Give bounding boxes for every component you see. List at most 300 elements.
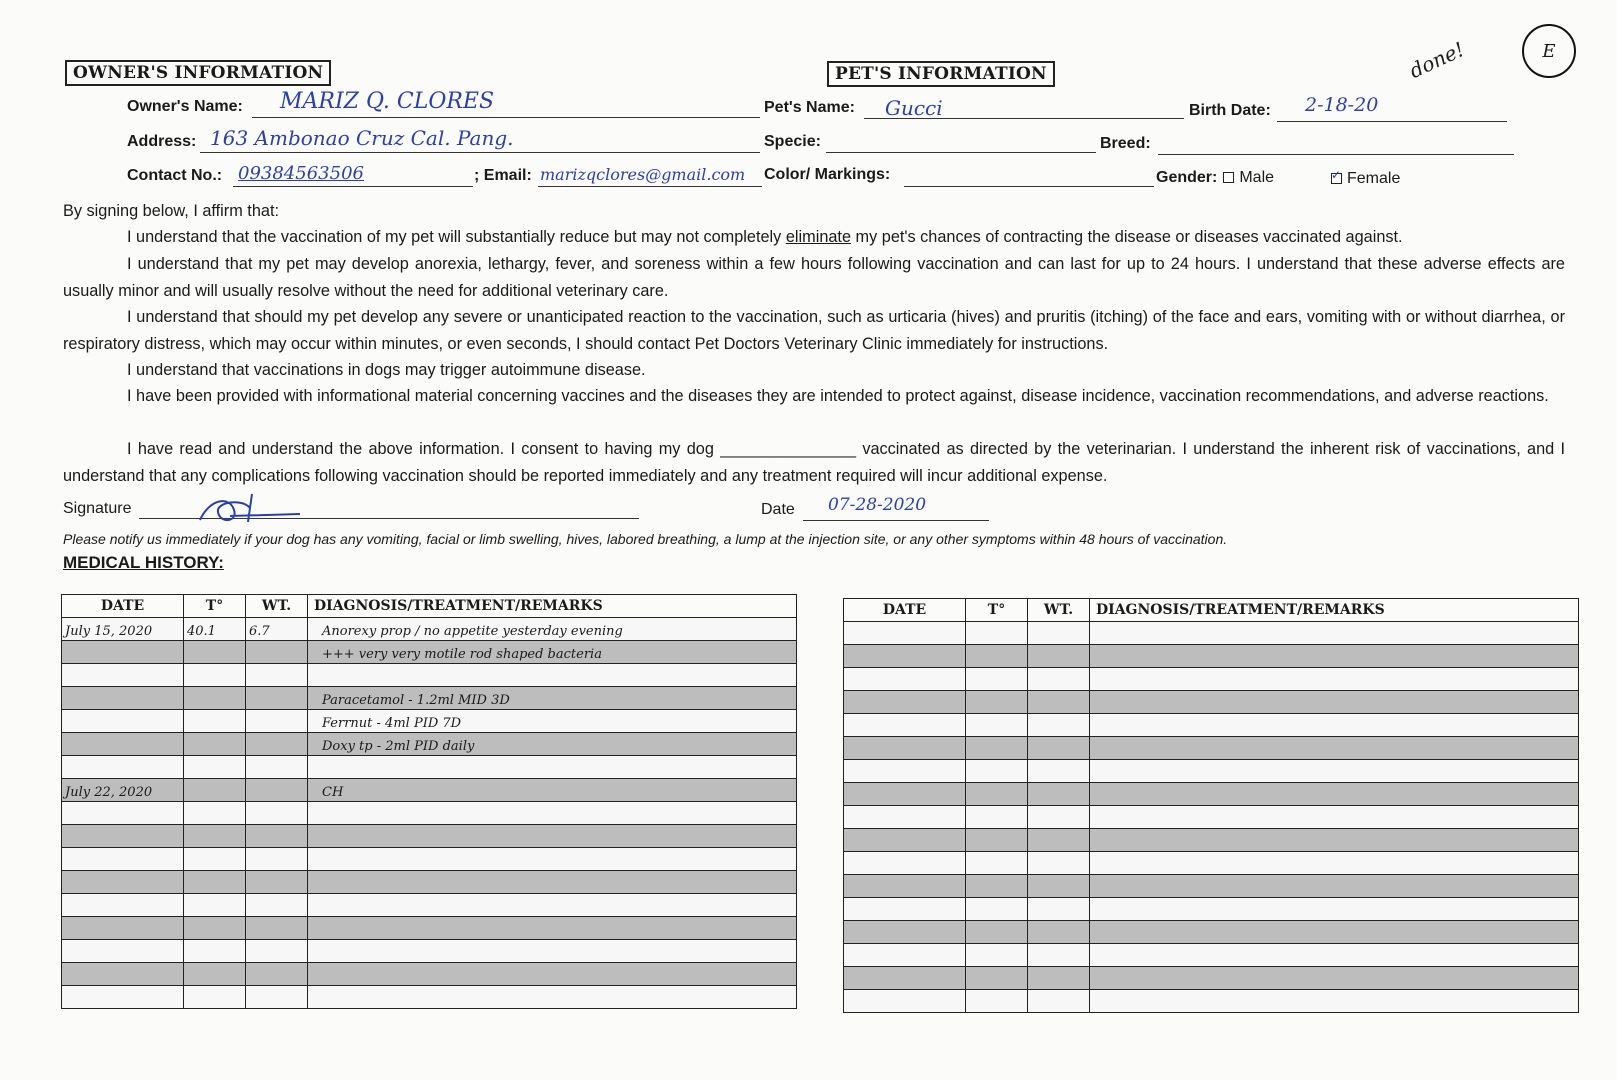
cell-remarks-text [308, 831, 322, 846]
address-value[interactable]: 163 Ambonao Cruz Cal. Pang. [210, 126, 514, 150]
cell-temp-text: 40.1 [187, 623, 216, 639]
cell-date[interactable] [844, 898, 966, 921]
table-header-row [844, 599, 1579, 622]
cell-temp-text [184, 785, 187, 800]
table-row [62, 825, 797, 848]
signature-scribble [190, 492, 310, 528]
cell-date-text [62, 923, 65, 938]
cell-remarks-text [308, 900, 322, 915]
cell-weight[interactable] [246, 802, 308, 825]
owner-section-title: OWNER'S INFORMATION [65, 60, 331, 86]
col-temp: T° [966, 599, 1028, 622]
cell-date[interactable] [62, 986, 184, 1009]
cell-temp[interactable] [184, 618, 246, 641]
color-markings-line [904, 186, 1154, 187]
col-date: DATE [62, 595, 184, 618]
table-row [844, 967, 1579, 990]
cell-date[interactable] [62, 940, 184, 963]
cell-date[interactable] [62, 733, 184, 756]
cell-temp-text [184, 693, 187, 708]
cell-date[interactable] [844, 760, 966, 783]
cell-weight-text [246, 946, 249, 961]
cell-temp-text [184, 647, 187, 662]
table-row [62, 664, 797, 687]
cell-temp[interactable] [184, 940, 246, 963]
cell-temp-text [184, 946, 187, 961]
cell-temp[interactable] [184, 894, 246, 917]
cell-weight[interactable] [246, 986, 308, 1009]
cell-date[interactable] [62, 802, 184, 825]
table-row [844, 691, 1579, 714]
cell-remarks[interactable] [1090, 875, 1579, 898]
cell-temp-text [184, 923, 187, 938]
cell-date-text [62, 877, 65, 892]
cell-date-text [62, 693, 65, 708]
table-row [844, 990, 1579, 1013]
table-row [62, 917, 797, 940]
cell-date[interactable] [844, 783, 966, 806]
cell-date-text [62, 762, 65, 777]
table-row [62, 733, 797, 756]
table-row [844, 714, 1579, 737]
consent-p6 [63, 436, 1565, 489]
cell-remarks[interactable] [1090, 829, 1579, 852]
cell-remarks[interactable] [1090, 990, 1579, 1013]
cell-temp-text [184, 900, 187, 915]
cell-remarks[interactable] [1090, 622, 1579, 645]
cell-date[interactable] [844, 737, 966, 760]
color-markings-label: Color/ Markings: [764, 166, 891, 183]
cell-temp[interactable] [184, 871, 246, 894]
cell-temp-text [184, 808, 187, 823]
gender-label-text: Gender: [1156, 169, 1218, 186]
table-header-row [62, 595, 797, 618]
table-row [844, 645, 1579, 668]
cell-weight[interactable] [246, 664, 308, 687]
cell-weight-text [246, 785, 249, 800]
cell-date[interactable] [844, 691, 966, 714]
cell-temp[interactable] [966, 737, 1028, 760]
birth-date-line [1277, 121, 1507, 122]
table-row [844, 622, 1579, 645]
cell-remarks[interactable] [308, 802, 797, 825]
cell-date[interactable] [844, 875, 966, 898]
cell-weight[interactable] [1028, 737, 1090, 760]
table-row [62, 618, 797, 641]
signature-label: Signature [63, 500, 132, 517]
table-row [62, 871, 797, 894]
date-value[interactable]: 07-28-2020 [828, 495, 927, 515]
cell-weight[interactable] [246, 825, 308, 848]
cell-date[interactable] [62, 963, 184, 986]
cell-date-text [62, 670, 65, 685]
cell-weight[interactable] [246, 871, 308, 894]
cell-remarks-text [308, 946, 322, 961]
cell-remarks[interactable] [1090, 967, 1579, 990]
cell-weight[interactable] [1028, 921, 1090, 944]
cell-temp-text [184, 854, 187, 869]
cell-date[interactable] [844, 967, 966, 990]
cell-temp-text [184, 670, 187, 685]
cell-weight[interactable] [246, 963, 308, 986]
cell-remarks[interactable] [1090, 737, 1579, 760]
cell-remarks[interactable] [308, 687, 797, 710]
table-row [844, 898, 1579, 921]
cell-temp[interactable] [966, 691, 1028, 714]
cell-temp-text [184, 992, 187, 1007]
cell-date[interactable] [62, 825, 184, 848]
cell-remarks-text [308, 808, 322, 823]
cell-temp-text [184, 969, 187, 984]
birth-date-label: Birth Date: [1189, 102, 1271, 119]
consent-p5: I have been provided with informational material concerning vaccines and the diseases they are intended to protect against, disease incidence, vaccination recommendations, and adverse reactions. [127, 387, 1549, 405]
cell-remarks-text [308, 923, 322, 938]
cell-weight[interactable] [1028, 668, 1090, 691]
consent-p1-before: I understand that the vaccination of my pet will substantially reduce but may not completely [127, 228, 786, 246]
cell-remarks-text [308, 877, 322, 892]
cell-temp[interactable] [184, 963, 246, 986]
cell-date[interactable] [62, 618, 184, 641]
cell-remarks[interactable] [1090, 760, 1579, 783]
cell-weight[interactable] [246, 733, 308, 756]
cell-weight[interactable] [1028, 760, 1090, 783]
cell-remarks-text: Doxy tp - 2ml PID daily [322, 738, 475, 754]
address-label: Address: [127, 133, 197, 150]
cell-temp[interactable] [184, 687, 246, 710]
table-row [62, 894, 797, 917]
cell-temp[interactable] [184, 848, 246, 871]
cell-temp[interactable] [184, 710, 246, 733]
table-row [62, 802, 797, 825]
cell-weight-text [246, 969, 249, 984]
cell-date[interactable] [62, 848, 184, 871]
cell-weight[interactable] [246, 940, 308, 963]
cell-remarks-text: CH [322, 784, 344, 800]
cell-remarks-text [308, 670, 322, 685]
cell-remarks[interactable] [1090, 898, 1579, 921]
table-row [62, 848, 797, 871]
table-row [844, 783, 1579, 806]
cell-date[interactable] [844, 944, 966, 967]
cell-remarks[interactable] [308, 664, 797, 687]
cell-temp-text [184, 739, 187, 754]
cell-temp[interactable] [184, 756, 246, 779]
cell-weight-text: 6.7 [249, 623, 270, 639]
medical-history-table-left [61, 594, 797, 1009]
cell-date[interactable] [844, 622, 966, 645]
cell-temp[interactable] [184, 733, 246, 756]
table-row [62, 986, 797, 1009]
owner-name-label: Owner's Name: [127, 98, 243, 115]
cell-weight[interactable] [1028, 829, 1090, 852]
cell-weight[interactable] [1028, 990, 1090, 1013]
cell-weight[interactable] [1028, 852, 1090, 875]
cell-temp[interactable] [966, 967, 1028, 990]
cell-weight[interactable] [1028, 967, 1090, 990]
cell-remarks-text: +++ very very motile rod shaped bacteria [322, 646, 602, 662]
table-row [844, 668, 1579, 691]
cell-weight[interactable] [246, 848, 308, 871]
cell-remarks[interactable] [308, 917, 797, 940]
cell-date-text: July 22, 2020 [65, 784, 153, 800]
cell-weight-text [246, 923, 249, 938]
cell-date[interactable] [844, 921, 966, 944]
consent-p3: I understand that should my pet develop any severe or unanticipated reaction to the vaccination, such as urticaria (hives) and pruritis (itching) of the face and ears, vomiting with or without diarrhea, or respiratory distress, which may occur within minutes, or even seconds, I should contact Pet Doctors Veterinary Clinic immediately for instructions. [63, 308, 1565, 353]
cell-date[interactable] [844, 668, 966, 691]
email-line [538, 186, 762, 187]
cell-weight[interactable] [246, 917, 308, 940]
email-value[interactable]: marizqclores@gmail.com [540, 165, 746, 184]
cell-remarks[interactable] [1090, 691, 1579, 714]
cell-weight-text [246, 670, 249, 685]
cell-date[interactable] [62, 756, 184, 779]
cell-date[interactable] [62, 779, 184, 802]
cell-temp[interactable] [966, 760, 1028, 783]
contact-value[interactable]: 09384563506 [238, 163, 364, 184]
table-row [844, 829, 1579, 852]
cell-weight-text [246, 992, 249, 1007]
cell-weight[interactable] [1028, 944, 1090, 967]
cell-weight[interactable] [246, 641, 308, 664]
cell-temp[interactable] [184, 779, 246, 802]
cell-temp[interactable] [184, 802, 246, 825]
cell-remarks[interactable] [308, 940, 797, 963]
cell-date-text [62, 647, 65, 662]
cell-remarks[interactable] [1090, 668, 1579, 691]
cell-date[interactable] [844, 645, 966, 668]
contact-label: Contact No.: [127, 167, 223, 184]
cell-weight[interactable] [1028, 806, 1090, 829]
owner-name-line [252, 117, 760, 118]
cell-weight-text [246, 900, 249, 915]
cell-weight[interactable] [1028, 714, 1090, 737]
col-remarks: DIAGNOSIS/TREATMENT/REMARKS [1090, 599, 1579, 622]
cell-remarks[interactable] [308, 756, 797, 779]
cell-remarks[interactable] [308, 641, 797, 664]
cell-remarks[interactable] [308, 986, 797, 1009]
cell-remarks-text: Anorexy prop / no appetite yesterday evening [322, 623, 623, 639]
cell-remarks[interactable] [308, 710, 797, 733]
cell-temp[interactable] [966, 622, 1028, 645]
cell-date[interactable] [844, 852, 966, 875]
gender-label [1156, 169, 1274, 187]
cell-remarks[interactable] [1090, 852, 1579, 875]
cell-weight[interactable] [246, 710, 308, 733]
cell-date-text [62, 854, 65, 869]
cell-temp[interactable] [966, 898, 1028, 921]
cell-weight-text [246, 716, 249, 731]
female-option [1325, 170, 1400, 188]
col-weight: WT. [246, 595, 308, 618]
cell-weight-text [246, 693, 249, 708]
table-row [62, 940, 797, 963]
cell-weight-text [246, 808, 249, 823]
cell-date[interactable] [62, 664, 184, 687]
cell-date[interactable] [62, 710, 184, 733]
col-temp: T° [184, 595, 246, 618]
cell-temp[interactable] [966, 806, 1028, 829]
cell-date[interactable] [844, 990, 966, 1013]
date-line [803, 520, 989, 521]
table-row [62, 779, 797, 802]
cell-weight[interactable] [246, 687, 308, 710]
cell-weight[interactable] [246, 756, 308, 779]
cell-temp-text [184, 877, 187, 892]
table-row [62, 710, 797, 733]
cell-date[interactable] [844, 714, 966, 737]
cell-date[interactable] [62, 917, 184, 940]
cell-remarks-text [308, 969, 322, 984]
cell-temp-text [184, 716, 187, 731]
female-label: Female [1347, 170, 1401, 187]
cell-weight-text [246, 739, 249, 754]
cell-remarks[interactable] [308, 848, 797, 871]
cell-date-text [62, 969, 65, 984]
cell-date-text [62, 808, 65, 823]
cell-temp[interactable] [966, 668, 1028, 691]
cell-weight[interactable] [1028, 875, 1090, 898]
cell-weight-text [246, 854, 249, 869]
table-row [844, 921, 1579, 944]
table-row [844, 737, 1579, 760]
cell-remarks[interactable] [1090, 944, 1579, 967]
cell-remarks-text [308, 992, 322, 1007]
cell-weight[interactable] [246, 894, 308, 917]
cell-temp[interactable] [966, 921, 1028, 944]
cell-temp[interactable] [184, 664, 246, 687]
breed-label: Breed: [1100, 135, 1151, 152]
cell-date[interactable] [62, 871, 184, 894]
date-label: Date [761, 501, 795, 518]
cell-temp[interactable] [184, 986, 246, 1009]
pet-name-label: Pet's Name: [764, 99, 855, 116]
contact-line [233, 186, 473, 187]
notify-notice: Please notify us immediately if your dog has any vomiting, facial or limb swelling, hives, labored breathing, a lump at the injection site, or any other symptoms within 48 hours of vaccination. [63, 531, 1228, 547]
dog-name-blank[interactable]: _______________ [720, 440, 857, 458]
cell-weight[interactable] [1028, 898, 1090, 921]
cell-temp[interactable] [966, 829, 1028, 852]
owner-name-value[interactable]: MARIZ Q. CLORES [280, 89, 495, 114]
cell-weight[interactable] [1028, 622, 1090, 645]
col-date: DATE [844, 599, 966, 622]
cell-remarks-text: Ferrnut - 4ml PID 7D [322, 715, 462, 731]
table-row [62, 641, 797, 664]
consent-p6-after: vaccinated as directed by the veterinarian. I understand the inherent risk of vaccinations, and I understand that any complications following vaccination should be reported immediately and any treatment required will incur additional expense. [63, 440, 1565, 485]
consent-p4: I understand that vaccinations in dogs may trigger autoimmune disease. [127, 361, 646, 379]
male-checkbox[interactable] [1223, 172, 1234, 183]
cell-remarks[interactable] [1090, 806, 1579, 829]
cell-temp[interactable] [966, 852, 1028, 875]
cell-weight-text [246, 877, 249, 892]
female-checkbox[interactable] [1331, 173, 1342, 184]
cell-temp[interactable] [966, 875, 1028, 898]
cell-temp[interactable] [184, 917, 246, 940]
cell-date-text [62, 992, 65, 1007]
cell-date-text [62, 716, 65, 731]
cell-temp-text [184, 831, 187, 846]
cell-remarks[interactable] [1090, 783, 1579, 806]
consent-p1-after: my pet's chances of contracting the disease or diseases vaccinated against. [851, 228, 1403, 246]
specie-label: Specie: [764, 133, 821, 150]
breed-line [1158, 154, 1514, 155]
cell-remarks[interactable] [308, 733, 797, 756]
cell-remarks[interactable] [308, 963, 797, 986]
cell-date-text: July 15, 2020 [65, 623, 153, 639]
cell-remarks-text [308, 762, 322, 777]
cell-weight[interactable] [246, 779, 308, 802]
cell-temp[interactable] [184, 825, 246, 848]
cell-remarks-text [308, 854, 322, 869]
table-row [62, 687, 797, 710]
consent-p2: I understand that my pet may develop anorexia, lethargy, fever, and soreness within a few hours following vaccination and can last for up to 24 hours. I understand that these adverse effects are usually minor and will usually resolve without the need for additional veterinary care. [63, 255, 1565, 300]
cell-remarks[interactable] [308, 825, 797, 848]
cell-date[interactable] [62, 641, 184, 664]
medical-history-table-right [843, 598, 1579, 1013]
address-line [200, 152, 760, 153]
consent-p1-underlined: eliminate [785, 228, 852, 246]
cell-weight[interactable] [246, 618, 308, 641]
cell-date-text [62, 946, 65, 961]
cell-date[interactable] [844, 829, 966, 852]
cell-temp[interactable] [966, 990, 1028, 1013]
table-row [844, 806, 1579, 829]
cell-remarks[interactable] [1090, 714, 1579, 737]
medical-history-title: MEDICAL HISTORY: [63, 553, 224, 572]
cell-date-text [62, 739, 65, 754]
cell-temp[interactable] [966, 714, 1028, 737]
cell-temp[interactable] [966, 783, 1028, 806]
consent-p6-before: I have read and understand the above information. I consent to having my dog [127, 440, 721, 458]
cell-remarks[interactable] [1090, 645, 1579, 668]
cell-weight[interactable] [1028, 691, 1090, 714]
cell-remarks[interactable] [308, 871, 797, 894]
table-row [62, 963, 797, 986]
done-note: done! [1405, 36, 1468, 84]
specie-line [826, 152, 1096, 153]
pet-section-title: PET'S INFORMATION [827, 61, 1055, 87]
table-row [62, 756, 797, 779]
cell-remarks[interactable] [308, 779, 797, 802]
cell-temp[interactable] [966, 645, 1028, 668]
cell-remarks[interactable] [308, 894, 797, 917]
cell-weight-text [246, 762, 249, 777]
table-row [844, 852, 1579, 875]
cell-date[interactable] [62, 894, 184, 917]
birth-date-value[interactable]: 2-18-20 [1305, 94, 1379, 116]
cell-weight[interactable] [1028, 645, 1090, 668]
table-row [844, 944, 1579, 967]
cell-remarks[interactable] [308, 618, 797, 641]
cell-remarks[interactable] [1090, 921, 1579, 944]
cell-date[interactable] [62, 687, 184, 710]
cell-weight[interactable] [1028, 783, 1090, 806]
pet-name-value[interactable]: Gucci [885, 96, 943, 120]
cell-temp[interactable] [966, 944, 1028, 967]
consent-intro: By signing below, I affirm that: [63, 202, 279, 220]
table-row [844, 875, 1579, 898]
male-label: Male [1239, 169, 1275, 186]
cell-remarks-text: Paracetamol - 1.2ml MID 3D [322, 692, 510, 708]
cell-date[interactable] [844, 806, 966, 829]
cell-weight-text [246, 647, 249, 662]
cell-temp[interactable] [184, 641, 246, 664]
cell-temp-text [184, 762, 187, 777]
col-remarks: DIAGNOSIS/TREATMENT/REMARKS [308, 595, 797, 618]
cell-date-text [62, 900, 65, 915]
consent-p1 [63, 224, 1565, 251]
circled-letter: E [1522, 24, 1576, 78]
col-weight: WT. [1028, 599, 1090, 622]
